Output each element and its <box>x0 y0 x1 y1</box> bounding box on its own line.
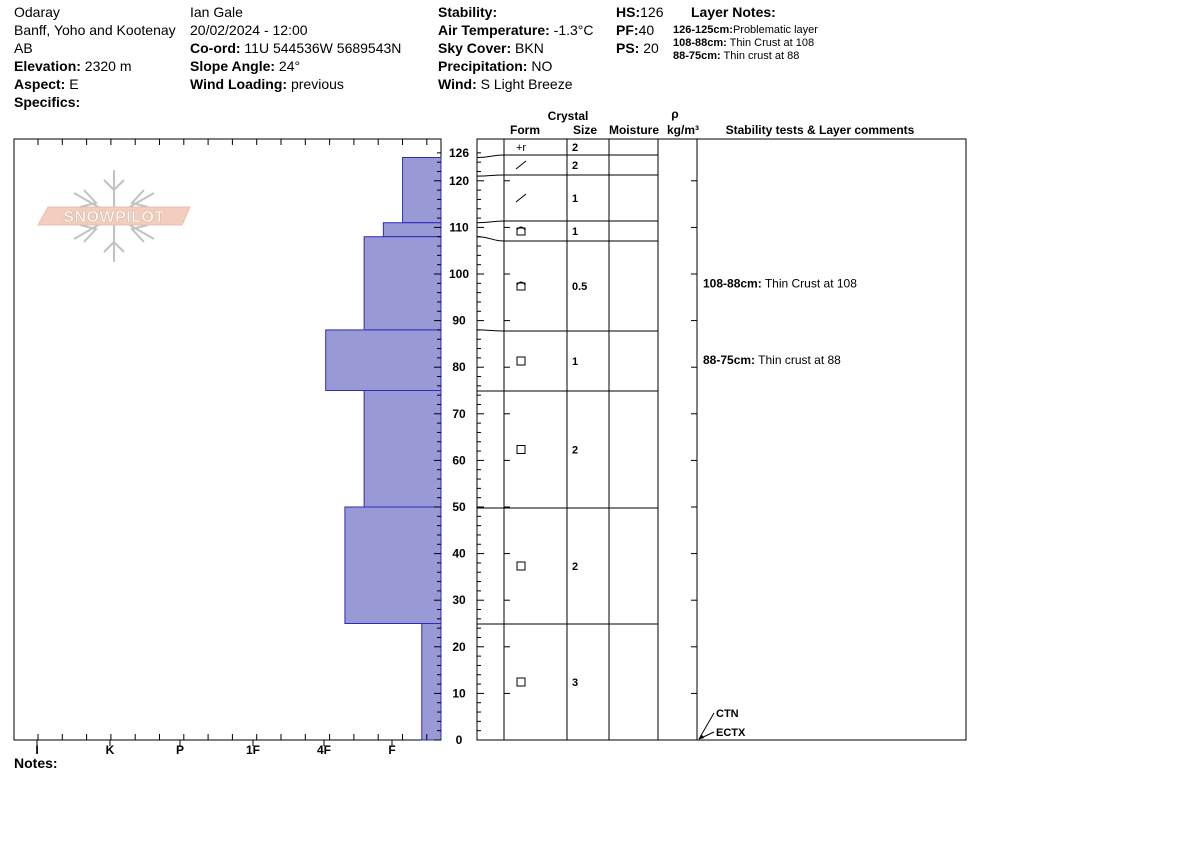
layer-connector <box>477 237 504 241</box>
hardness-tick-label: 1F <box>245 743 261 757</box>
height-tick-label: 30 <box>452 593 466 608</box>
height-tick-label: 40 <box>452 546 466 561</box>
hardness-bar <box>383 223 441 237</box>
hardness-tick-label: 4F <box>316 743 332 757</box>
comment-range: 88-75cm: <box>703 353 756 368</box>
site-name: Odaray <box>14 4 60 20</box>
layer-note: 108-88cm: Thin Crust at 108 <box>673 37 815 49</box>
elevation: Elevation: 2320 m <box>14 58 132 74</box>
air-temperature: Air Temperature: -1.3°C <box>438 22 594 38</box>
crystal-size: 1 <box>572 356 579 368</box>
layer-note: 126-125cm:Problematic layer <box>673 24 818 36</box>
comment-range: 108-88cm: <box>703 276 762 291</box>
header-form: Form <box>510 123 540 137</box>
square-icon <box>517 678 525 686</box>
height-tick-label: 120 <box>448 173 470 188</box>
header-comments: Stability tests & Layer comments <box>725 123 915 137</box>
datetime: 20/02/2024 - 12:00 <box>190 22 308 38</box>
precipitation: Precipitation: NO <box>438 58 553 74</box>
square-icon <box>517 357 525 365</box>
layer-connector <box>477 330 504 331</box>
density-ticks <box>504 181 697 740</box>
province: AB <box>14 40 33 56</box>
crystal-size: 2 <box>572 142 579 154</box>
slash-icon <box>516 161 526 169</box>
header-rho: ρ <box>671 107 679 121</box>
sky-cover: Sky Cover: BKN <box>438 40 544 56</box>
height-tick-label: 110 <box>449 220 469 235</box>
crystal-size: 2 <box>572 160 579 172</box>
hardness-tick-label: I <box>35 743 39 757</box>
height-tick-label: 20 <box>452 639 466 654</box>
hs-value: HS:126 <box>616 4 664 20</box>
layer-table <box>477 139 966 740</box>
header-size: Size <box>572 123 598 137</box>
comment-text: Thin Crust at 108 <box>761 276 857 291</box>
square-icon <box>517 446 525 454</box>
specifics: Specifics: <box>14 94 81 110</box>
height-tick-label: 126 <box>448 145 470 160</box>
header-crystal: Crystal <box>547 109 589 123</box>
comment-text: Thin crust at 88 <box>755 353 841 368</box>
logo-text: SNOWPILOT <box>63 209 165 226</box>
slash-icon <box>516 194 526 202</box>
pf-value: PF:40 <box>616 22 655 38</box>
hardness-tick-label: F <box>388 743 396 757</box>
crystal-size: 2 <box>572 561 579 573</box>
header-moisture: Moisture <box>608 123 660 137</box>
notes-label: Notes: <box>14 755 58 771</box>
hardness-tick-label: P <box>175 743 185 757</box>
snowpilot-logo <box>38 170 190 262</box>
hardness-bar <box>403 158 441 223</box>
hardness-bar <box>345 507 441 624</box>
height-tick-label: 70 <box>452 406 466 421</box>
coordinates: Co-ord: 11U 544536W 5689543N <box>190 40 402 56</box>
crystal-size: 3 <box>572 677 579 689</box>
layer-note: 88-75cm: Thin crust at 88 <box>673 50 800 62</box>
header-density-unit: kg/m³ <box>666 123 700 137</box>
slope-angle: Slope Angle: 24° <box>190 58 301 74</box>
crystal-size: 0.5 <box>572 281 588 293</box>
height-tick-label: 80 <box>452 360 466 375</box>
layer-comment <box>703 276 857 290</box>
hardness-bar <box>422 624 441 741</box>
region-name: Banff, Yoho and Kootenay <box>14 22 176 38</box>
height-tick-label: 90 <box>452 313 466 328</box>
layer-comments <box>703 276 857 367</box>
layer-connector <box>477 221 504 223</box>
table-headers <box>510 107 915 137</box>
layer-connector <box>477 175 504 176</box>
crystal-size: 1 <box>572 193 579 205</box>
hardness-tick-label: K <box>105 743 115 757</box>
height-tick-label: 10 <box>452 686 466 701</box>
stability-test-label: CTN <box>716 708 739 720</box>
hardness-bars <box>326 158 441 741</box>
crystal-size: 1 <box>572 226 579 238</box>
aspect: Aspect: E <box>14 76 79 92</box>
wind: Wind: S Light Breeze <box>438 76 573 92</box>
wind-loading: Wind Loading: previous <box>190 76 344 92</box>
hardness-bar <box>326 330 441 391</box>
height-tick-label: 60 <box>452 453 466 468</box>
layer-table-frame <box>477 139 966 740</box>
layer-connector <box>477 155 504 158</box>
stability: Stability: <box>438 4 498 20</box>
hardness-bar <box>364 237 441 330</box>
stability-test-label: ECTX <box>716 727 746 739</box>
square-icon <box>517 562 525 570</box>
layer-notes-title: Layer Notes: <box>691 4 776 20</box>
height-tick-label: 50 <box>452 500 466 514</box>
hardness-bar <box>364 391 441 508</box>
observer-name: Ian Gale <box>190 4 243 20</box>
height-tick-label: 100 <box>448 267 470 281</box>
layer-comment <box>703 353 841 367</box>
form-label: +r <box>515 142 527 154</box>
stability-tests <box>699 708 746 739</box>
ps-value: PS: 20 <box>616 40 659 56</box>
height-tick-label: 0 <box>455 733 463 747</box>
crystal-size: 2 <box>572 444 579 457</box>
